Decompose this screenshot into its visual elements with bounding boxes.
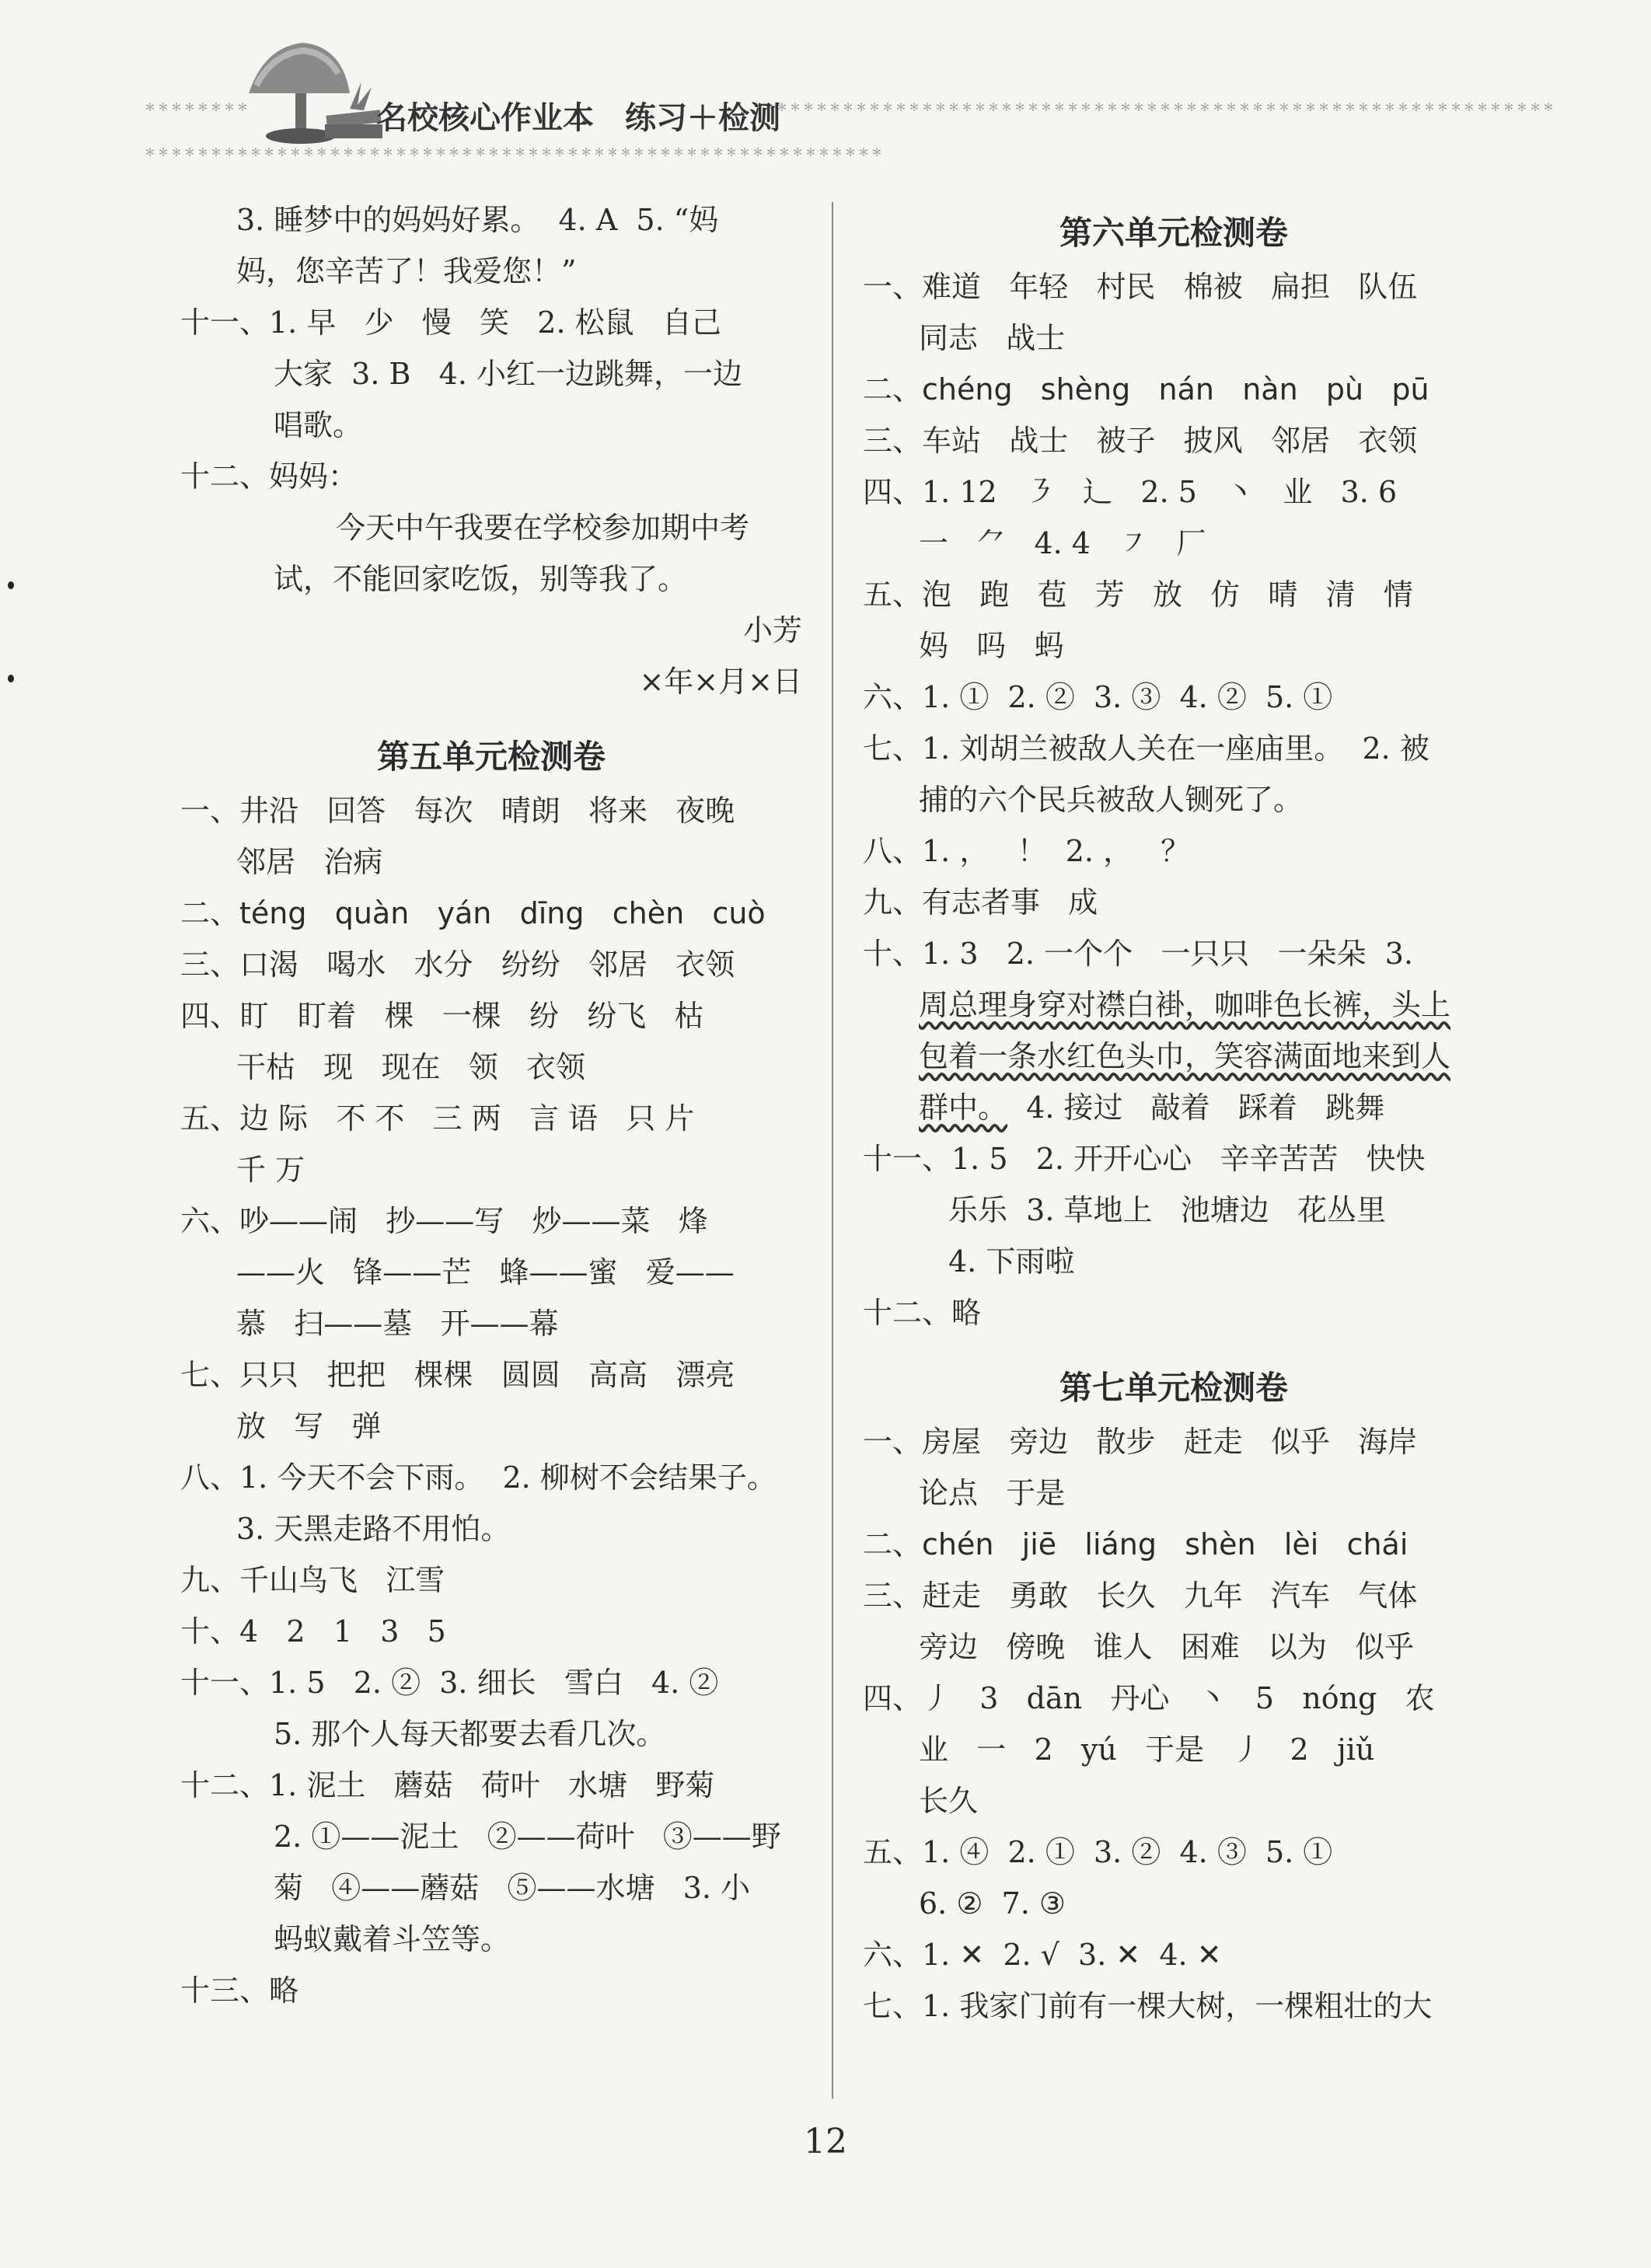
wavy-underlined-text: 周总理身穿对襟白褂，咖啡色长裤，头上 bbox=[919, 988, 1451, 1022]
answer-line: 十、1. 3 2. 一个个 一只只 一朵朵 3. bbox=[863, 937, 1413, 971]
answer-line: 八、1. ， ！ 2. ， ？ bbox=[863, 834, 1191, 868]
header-dot-rule-bottom: ＊＊＊＊＊＊＊＊＊＊＊＊＊＊＊＊＊＊＊＊＊＊＊＊＊＊＊＊＊＊＊＊＊＊＊＊＊＊＊＊＊＊＊＊＊＊＊＊＊＊＊＊＊＊＊＊ bbox=[145, 147, 885, 159]
answer-line: 邻居 治病 bbox=[236, 845, 383, 879]
margin-dot bbox=[8, 581, 14, 589]
answer-line: 三、口渴 喝水 水分 纷纷 邻居 衣领 bbox=[180, 947, 735, 982]
answer-line: 十二、1. 泥土 蘑菇 荷叶 水塘 野菊 bbox=[180, 1768, 715, 1802]
answer-line: 三、车站 战士 被子 披风 邻居 衣领 bbox=[863, 424, 1418, 458]
answer-line: 菊 ④——蘑菇 ⑤——水塘 3. 小 bbox=[274, 1871, 751, 1905]
answer-line: 二、chén jiē liáng shèn lèi chái bbox=[863, 1527, 1408, 1561]
answer-line: 一 ⺈ 4. 4 ㇇ 厂 bbox=[919, 526, 1206, 560]
answer-line: 四、盯 盯着 棵 一棵 纷 纷飞 枯 bbox=[180, 999, 704, 1033]
margin-dot bbox=[8, 675, 14, 682]
answer-line: 十、4 2 1 3 5 bbox=[180, 1614, 446, 1649]
answer-line: 妈 吗 蚂 bbox=[919, 629, 1064, 663]
answer-line: 六、1. ① 2. ② 3. ③ 4. ② 5. ① bbox=[863, 680, 1333, 714]
answer-line: 旁边 傍晚 谁人 困难 以为 似乎 bbox=[919, 1630, 1415, 1664]
answer-line: 唱歌。 bbox=[274, 408, 363, 442]
answer-line: 九、千山鸟飞 江雪 bbox=[180, 1563, 445, 1597]
answer-line: 七、1. 刘胡兰被敌人关在一座庙里。 2. 被 bbox=[863, 731, 1429, 766]
answer-line: 四、丿 3 dān 丹心 丶 5 nóng 农 bbox=[863, 1681, 1435, 1715]
answer-line: 四、1. 12 ㇋ 辶 2. 5 丶 业 3. 6 bbox=[863, 475, 1398, 509]
answer-line: 一、难道 年轻 村民 棉被 扁担 队伍 bbox=[863, 270, 1418, 304]
answer-line: 十三、略 bbox=[180, 1973, 299, 2008]
answer-line: 干枯 现 现在 领 衣领 bbox=[236, 1050, 585, 1084]
note-body-line: 今天中午我要在学校参加期中考 bbox=[336, 511, 750, 545]
answer-line: 慕 扫——墓 开——幕 bbox=[236, 1307, 559, 1341]
answer-line: 一、房屋 旁边 散步 赶走 似乎 海岸 bbox=[863, 1425, 1418, 1459]
column-divider bbox=[832, 202, 833, 2099]
answer-line: 千 万 bbox=[236, 1153, 305, 1187]
answer-line: 大家 3. B 4. 小红一边跳舞，一边 bbox=[274, 357, 742, 391]
page-number: 12 bbox=[804, 2122, 847, 2162]
note-signature: 小芳 bbox=[742, 613, 802, 647]
answer-line-underlined bbox=[863, 1031, 1485, 1082]
answer-line: 6. ② 7. ③ bbox=[919, 1886, 1066, 1921]
answer-line: 3. 天黑走路不用怕。 bbox=[236, 1512, 511, 1546]
answer-line: 业 一 2 yú 于是 丿 2 jiǔ bbox=[919, 1732, 1375, 1767]
header-title bbox=[376, 93, 780, 138]
answer-line-underlined bbox=[863, 1082, 1485, 1133]
answer-line: 妈，您辛苦了！我爱您！” bbox=[236, 254, 577, 288]
section-title-unit5: 第五单元检测卷 bbox=[376, 738, 606, 776]
answer-line: 乐乐 3. 草地上 池塘边 花丛里 bbox=[948, 1193, 1386, 1227]
answer-line: 十一、1. 早 少 慢 笑 2. 松鼠 自己 bbox=[180, 305, 721, 340]
header-subtitle: 练习＋检测 bbox=[625, 100, 780, 136]
answer-line: 五、边 际 不 不 三 两 言 语 只 片 bbox=[180, 1101, 695, 1136]
answer-line: 2. ①——泥土 ②——荷叶 ③——野 bbox=[274, 1820, 781, 1854]
answer-line: 捕的六个民兵被敌人铡死了。 bbox=[919, 783, 1304, 817]
answer-line: 五、1. ④ 2. ① 3. ② 4. ③ 5. ① bbox=[863, 1835, 1333, 1869]
answer-line: 十二、妈妈： bbox=[180, 459, 358, 494]
answer-line: 4. 下雨啦 bbox=[948, 1244, 1075, 1279]
section-title-unit7: 第七单元检测卷 bbox=[1059, 1369, 1288, 1407]
answer-line: 一、井沿 回答 每次 晴朗 将来 夜晚 bbox=[180, 794, 735, 828]
answer-line: 十一、1. 5 2. 开开心心 辛辛苦苦 快快 bbox=[863, 1142, 1426, 1176]
answer-line-underlined bbox=[863, 979, 1485, 1031]
answer-line: 十一、1. 5 2. ② 3. 细长 雪白 4. ② bbox=[180, 1666, 719, 1700]
answer-line: 九、有志者事 成 bbox=[863, 885, 1098, 919]
right-column bbox=[863, 194, 1485, 2032]
left-column bbox=[180, 194, 802, 2016]
answer-line: ——火 锋——芒 蜂——蜜 爱—— bbox=[236, 1255, 735, 1289]
answer-line: 蚂蚁戴着斗笠等。 bbox=[274, 1922, 511, 1956]
answer-line: 论点 于是 bbox=[919, 1476, 1066, 1510]
answer-text: 4. 接过 敲着 踩着 跳舞 bbox=[1026, 1090, 1385, 1125]
answer-line: 二、chéng shèng nán nàn pù pū bbox=[863, 372, 1429, 406]
wavy-underlined-text: 群中。 bbox=[919, 1090, 1008, 1125]
header-brand: 名校核心作业本 bbox=[376, 100, 594, 136]
note-date: ×年×月×日 bbox=[639, 665, 802, 699]
lamp-and-books-icon bbox=[233, 39, 389, 155]
answer-line: 六、1. ✕ 2. √ 3. ✕ 4. ✕ bbox=[863, 1938, 1222, 1972]
answer-line: 二、téng quàn yán dīng chèn cuò bbox=[180, 896, 766, 930]
answer-line: 三、赶走 勇敢 长久 九年 汽车 气体 bbox=[863, 1579, 1418, 1613]
answer-line: 放 写 弹 bbox=[236, 1409, 382, 1443]
page-header bbox=[0, 0, 1651, 171]
answer-line: 五、泡 跑 苞 芳 放 仿 晴 清 情 bbox=[863, 577, 1413, 612]
answer-line: 八、1. 今天不会下雨。 2. 柳树不会结果子。 bbox=[180, 1460, 777, 1495]
wavy-underlined-text: 包着一条水红色头巾，笑容满面地来到人 bbox=[919, 1039, 1451, 1073]
answer-line: 5. 那个人每天都要去看几次。 bbox=[274, 1717, 666, 1751]
answer-line: 同志 战士 bbox=[919, 321, 1066, 355]
answer-line: 3. 睡梦中的妈妈好累。 4. A 5. “妈 bbox=[236, 203, 719, 237]
section-title-unit6: 第六单元检测卷 bbox=[1059, 214, 1288, 252]
note-body-line: 试，不能回家吃饭，别等我了。 bbox=[274, 562, 688, 596]
answer-line: 长久 bbox=[919, 1784, 979, 1818]
answer-line: 六、吵——闹 抄——写 炒——菜 烽 bbox=[180, 1204, 708, 1238]
answer-line: 七、1. 我家门前有一棵大树，一棵粗壮的大 bbox=[863, 1989, 1433, 2023]
header-dot-rule-top: ＊＊＊＊＊＊＊＊ ＊＊＊＊＊＊＊＊＊＊＊＊＊＊＊＊＊＊＊＊＊＊＊＊＊＊＊＊＊＊＊＊＊＊＊＊＊＊＊＊＊＊＊＊＊＊＊＊＊＊＊＊＊＊＊＊＊＊＊＊ bbox=[145, 102, 1556, 114]
answer-line: 七、只只 把把 棵棵 圆圆 高高 漂亮 bbox=[180, 1358, 735, 1392]
answer-line: 十二、略 bbox=[863, 1296, 982, 1330]
